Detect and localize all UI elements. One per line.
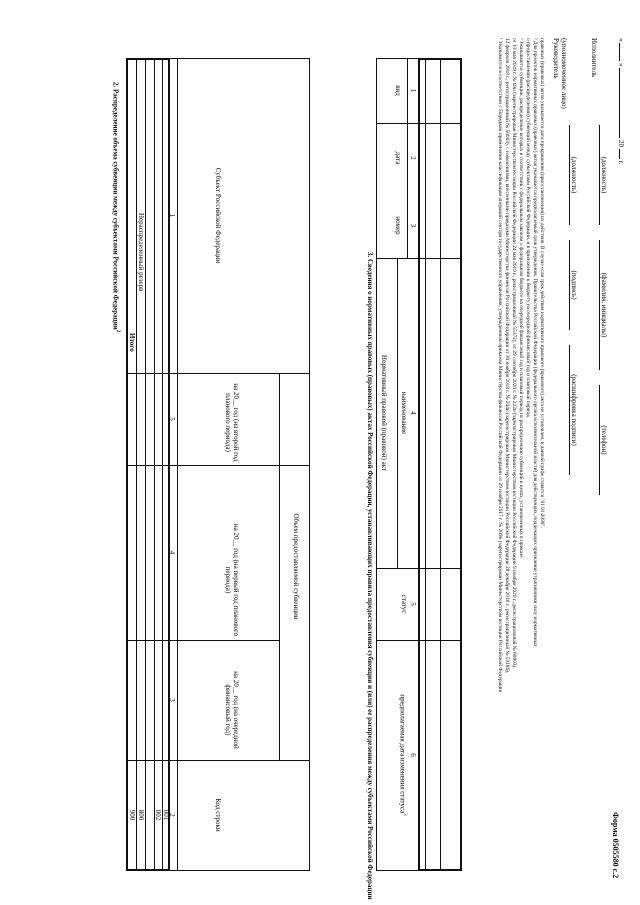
- unallocated-label: Нераспределенный резерв: [137, 213, 145, 292]
- total-code: 900: [128, 809, 136, 821]
- footnote-line: ² Указываются субвенции, распределение которых в соответствии с федеральным законом о федеральном бюджете на очередной финансовый год и плановый период по распределению субвенций в целях, установленных в приказе: [518, 38, 524, 558]
- footnote-line: 12 февраля 2018 г., регистрационный № 50003), с изменениями, внесенными приказами Министерства финансов Российской Федерации от 30 ноября 2018 г. № 244н (зарегистрирован Министерством юстиции Российской Федерации 28 декабря 2018 г., регистрационный № 53180),: [504, 38, 510, 674]
- name-caption: (фамилия, инициалы): [600, 272, 608, 338]
- col-num-4: 4: [168, 550, 176, 555]
- unallocated-code: 800: [137, 809, 145, 821]
- form-label: Форма 0505580 с.2: [611, 812, 620, 879]
- col-num-1: 1: [168, 213, 176, 218]
- head-label: Руководитель: [552, 38, 560, 79]
- col-volume-header: Объем предоставляемой субвенции: [292, 513, 300, 620]
- phone-caption: (телефон): [600, 425, 608, 455]
- section2-title: 2. Распределение объема субвенции между субъектами Российской Федерации$^2$: [111, 82, 120, 333]
- footnotes: [496, 38, 545, 878]
- col-change-date: предполагаемая дата изменения статуса$^3$: [398, 694, 407, 816]
- decoding-caption: (расшифровка подписи): [570, 374, 578, 446]
- col-act-group: Нормативный правовой (правовой) акт: [380, 354, 388, 472]
- col-y2-header: на 20__ год (на первый год планового периода): [224, 523, 240, 637]
- footnote-line: ³ Для проектов нормативных правовых (правовых) актов указывается предполагаемый срок утверждения. Правительства Российской Федерации (федерального органа исполнительной власти) для действующих, подлежащих признанию утратившими силу нормативных: [532, 38, 538, 647]
- row-code-2: 002: [154, 809, 162, 821]
- col-num-2: 2: [409, 156, 417, 160]
- col-name: наименование: [400, 391, 408, 435]
- section3-title: 3. Сведения о нормативных правовых (правовых) актах Российской Федерации, устанавливающих правила предоставления субвенции и (или) ее распределения между субъектами Российской Федерации: [366, 252, 374, 900]
- footnote-line: правовых (правовых) актов указывается дата прекращения (приостановления) их действия. В случае если срок действия нормативного правового (правового) акта не установлен, в данной графе ставится "01.01.2099".: [539, 38, 545, 528]
- col-num-3: 3: [168, 698, 176, 702]
- signature-caption: (подпись): [570, 270, 578, 300]
- col-num-2: 2: [168, 813, 176, 817]
- col-number: номер: [394, 216, 402, 235]
- position2-caption: (должность): [600, 156, 608, 194]
- col-num-6: 6: [409, 753, 417, 757]
- col-y3-header: на 20__ год (на второй год планового периода): [224, 383, 240, 462]
- col-num-4: 4: [409, 411, 417, 415]
- head-sub: (уполномоченное лицо): [560, 38, 568, 109]
- col-subject-header: Субъект Российской Федерации: [214, 167, 222, 264]
- col-kind: вид: [394, 85, 402, 96]
- col-num-3: 3: [409, 223, 417, 228]
- footnote-line: от 13 мая 2019 г. № 69н (зарегистрирован Министерством юстиции Российской Федерации 24 мая 2019 г., регистрационный № 55372), от 29 сентября 2020 г. № 222н (зарегистрирован Министерством юстиции Российской Федерации 9 ноября 2020 г., регистрационный № 60803).: [511, 38, 517, 669]
- footnote-line: ¹ Указывается в соответствии с Порядком применения классификации операций сектора государственного управления, утвержденным приказом Министерства финансов Российской Федерации от 29 ноября 2017 г. № 209н (зарегистрирован Министерством юстиции Российской Федерации: [497, 38, 503, 693]
- date-line: « » 20 г.: [617, 38, 625, 165]
- total-label: Итого: [128, 333, 136, 352]
- position-caption: (должность): [570, 156, 578, 194]
- col-num-5: 5: [168, 417, 176, 421]
- col-code-header: Код строки: [214, 798, 222, 832]
- col-date: дата: [394, 151, 402, 165]
- row-code-1: 001: [162, 809, 170, 821]
- col-status: статус: [400, 594, 408, 614]
- col-y1-header: на 20__ год (на очередной финансовый год): [224, 671, 240, 749]
- executor-label: Исполнитель: [590, 38, 598, 78]
- col-num-5: 5: [409, 602, 417, 606]
- footnote-line: о предоставлении (распределении) субвенций между субъектами Российской Федерации, и в приложении к бюджету на очередной финансовый год и плановый период.: [525, 38, 531, 419]
- col-num-1: 1: [409, 88, 417, 93]
